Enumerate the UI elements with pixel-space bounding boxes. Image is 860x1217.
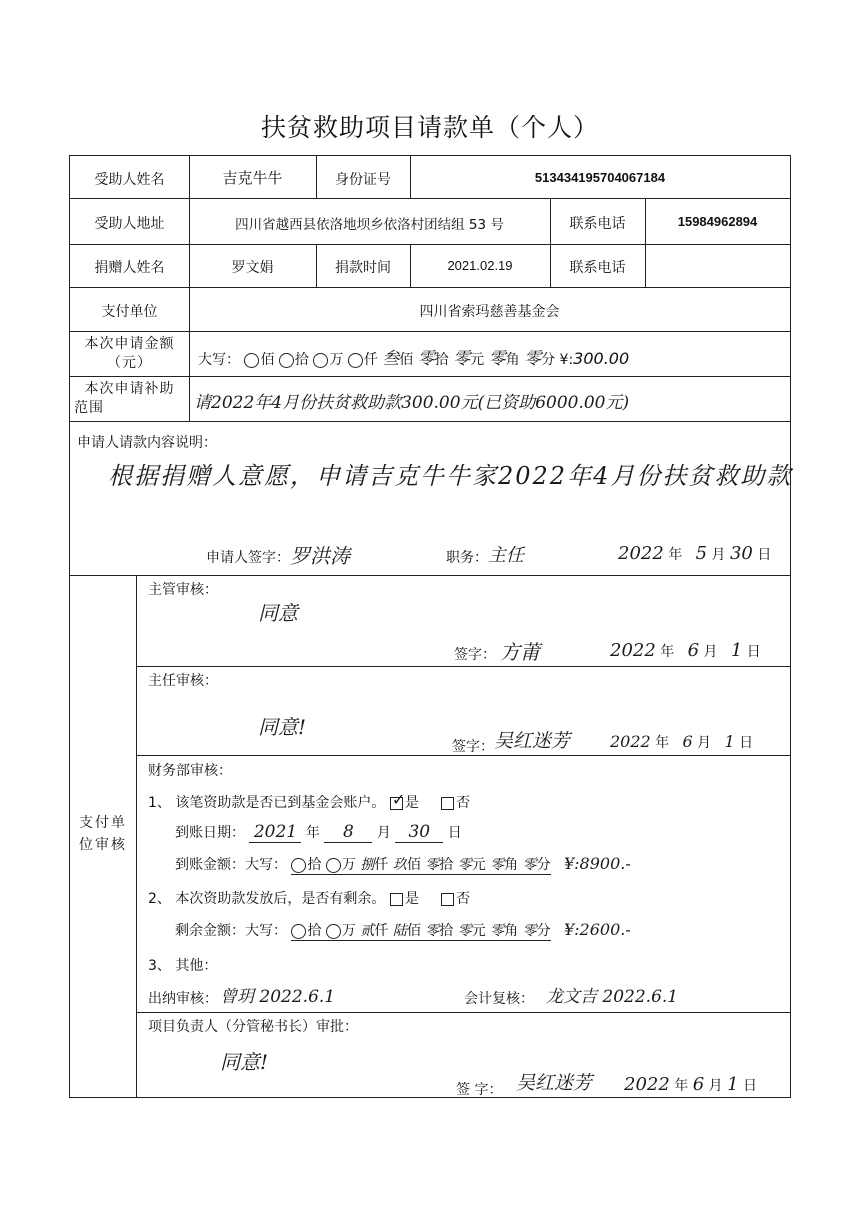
director-signature: 吴红迷芳 <box>494 730 571 752</box>
supervisor-signature: 方莆 <box>500 640 540 664</box>
donation-time-label: 捐款时间 <box>335 260 391 276</box>
finance-label: 财务部审核： <box>148 763 232 779</box>
blank-circle-icon <box>291 858 306 873</box>
address-label: 受助人地址 <box>94 216 165 232</box>
recipient-name-label: 受助人姓名 <box>94 172 165 188</box>
scope-label: 本次申请补助 范围 <box>74 381 175 416</box>
phone-label: 联系电话 <box>569 216 626 232</box>
finance-q3: 3、 其他： <box>148 958 218 974</box>
blank-circle-icon <box>313 353 328 368</box>
donor-phone-label: 联系电话 <box>569 260 626 276</box>
id-label: 身份证号 <box>335 172 391 188</box>
director-date: 2022 年 6 月 1 日 <box>610 732 754 751</box>
blank-circle-icon <box>291 924 306 939</box>
director-comment: 同意! <box>258 715 307 739</box>
scope-text: 请2022年4月份扶贫救助款300.00元(已资助6000.00元) <box>194 393 630 413</box>
remaining-amount: 剩余金额：大写： 拾 万 贰仟 陆佰 零拾 零元 零角 零分 ¥:2600.- <box>175 920 631 939</box>
amount-line: 大写： 佰 拾 万 仟 叁佰 零拾 零元 零角 零分 ¥:300.00 <box>198 349 630 369</box>
donor-label: 捐赠人姓名 <box>94 260 165 276</box>
applicant-sign-label: 申请人签字： <box>206 550 290 566</box>
project-lead-sign-label: 签 字： <box>456 1082 503 1098</box>
checked-checkbox-icon: ✓ <box>391 789 406 809</box>
role-label: 职务： <box>446 550 488 566</box>
project-lead-label: 项目负责人（分管秘书长）审批： <box>148 1019 358 1035</box>
payer-label: 支付单位 <box>101 304 158 320</box>
recipient-name: 吉克牛牛 <box>222 169 283 187</box>
blank-circle-icon <box>279 353 294 368</box>
id-number: 513434195704067184 <box>534 170 666 185</box>
blank-circle-icon <box>244 353 259 368</box>
project-lead-signature: 吴红迷芳 <box>516 1072 593 1094</box>
checkbox-icon <box>441 797 454 810</box>
finance-q2: 2、 本次资助款发放后，是否有剩余。 是 否 <box>148 891 471 907</box>
blank-circle-icon <box>326 924 341 939</box>
checkbox-icon <box>390 893 403 906</box>
accountant-signature: 龙文吉 2022.6.1 <box>546 987 679 1007</box>
cashier-label: 出纳审核： <box>148 991 218 1007</box>
amount-label: 本次申请金额 （元） <box>84 336 175 371</box>
director-label: 主任审核： <box>148 673 218 689</box>
director-sign-label: 签字： <box>452 739 494 755</box>
phone: 15984962894 <box>677 214 758 229</box>
supervisor-comment: 同意 <box>258 601 298 625</box>
checkbox-icon <box>441 893 454 906</box>
project-lead-comment: 同意! <box>220 1050 269 1074</box>
arrival-amount: 到账金额：大写： 拾 万 捌仟 玖佰 零拾 零元 零角 零分 ¥:8900.- <box>175 854 631 873</box>
payer: 四川省索玛慈善基金会 <box>419 304 560 320</box>
cashier-signature: 曾玥 2022.6.1 <box>220 987 336 1007</box>
arrival-date: 到账日期： 2021 年 8 月 30 日 <box>175 822 462 842</box>
applicant-signature: 罗洪涛 <box>290 544 350 568</box>
address: 四川省越西县依洛地坝乡依洛村团结组 53 号 <box>235 217 504 233</box>
request-form <box>69 155 791 1098</box>
supervisor-date: 2022 年 6 月 1 日 <box>610 640 761 661</box>
form-title: 扶贫救助项目请款单（个人） <box>260 113 599 142</box>
donation-time: 2021.02.19 <box>447 258 513 273</box>
blank-circle-icon <box>348 353 363 368</box>
payer-review-label: 支付单 位审核 <box>79 815 127 853</box>
arrival-value: ¥:8900.- <box>563 854 631 873</box>
request-date: 2022 年 5 月 30 日 <box>618 543 772 564</box>
remaining-value: ¥:2600.- <box>563 920 631 939</box>
request-label: 申请人请款内容说明： <box>77 435 217 451</box>
amount-value: 300.00 <box>573 349 630 368</box>
blank-circle-icon <box>326 858 341 873</box>
request-text: 根据捐赠人意愿，申请吉克牛牛家2022年4月份扶贫救助款 <box>108 462 793 490</box>
donor-name: 罗文娟 <box>231 260 274 276</box>
supervisor-sign-label: 签字： <box>454 647 496 663</box>
role: 主任 <box>488 545 524 566</box>
supervisor-label: 主管审核： <box>148 582 218 598</box>
project-lead-date: 2022 年 6 月 1 日 <box>624 1074 757 1095</box>
finance-q1: 1、 该笔资助款是否已到基金会账户。 ✓ 是 否 <box>148 789 471 811</box>
accountant-label: 会计复核： <box>464 991 534 1007</box>
